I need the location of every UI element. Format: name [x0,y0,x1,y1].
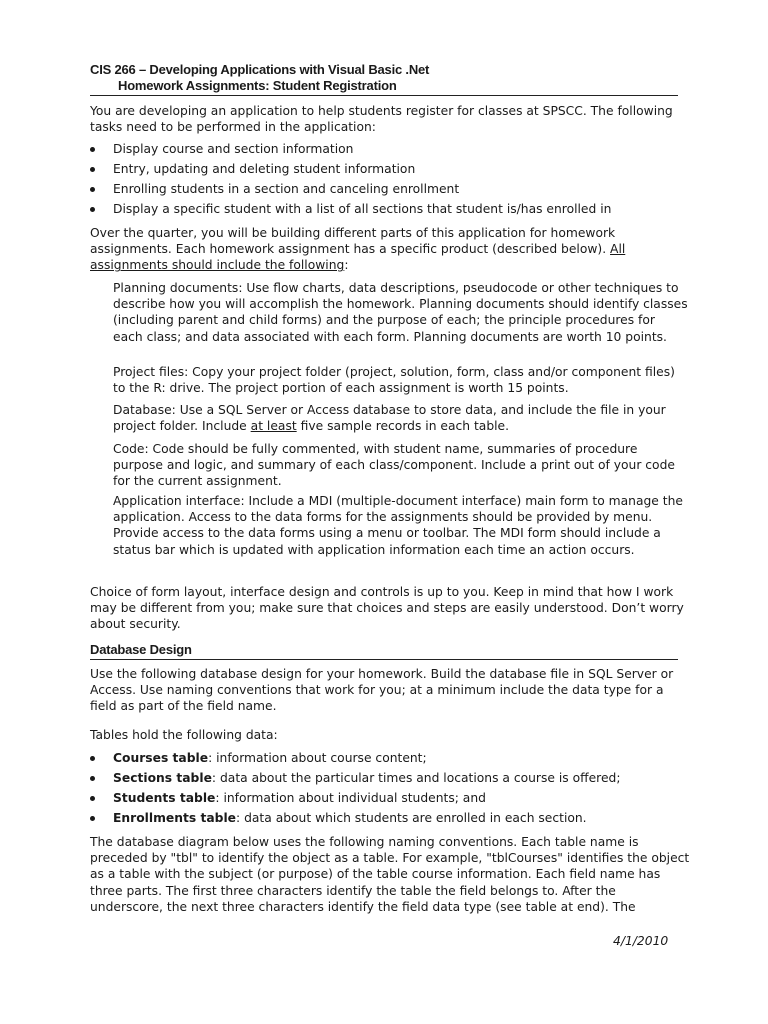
task-list [90,141,690,221]
task-item: Entry, updating and deleting student information [90,161,690,181]
tables-list [90,750,690,830]
choice-paragraph: Choice of form layout, interface design and controls is up to you. Keep in mind that how I work may be different from you; make sure that choices and steps are easily understood. Don’t worry about security. [90,585,684,632]
database-design-heading: Database Design [90,642,192,657]
section-rule [90,659,678,660]
bullet-icon [90,167,95,172]
table-item: Sections table: data about the particular times and locations a course is offered; [90,770,690,790]
document-subtitle: Homework Assignments: Student Registration [118,78,397,93]
task-item: Display course and section information [90,141,690,161]
bullet-icon [90,816,95,821]
bullet-icon [90,756,95,761]
document-title: CIS 266 – Developing Applications with Visual Basic .Net [90,62,430,77]
table-item: Students table: information about individual students; and [90,790,690,810]
task-item: Enrolling students in a section and canceling enrollment [90,181,690,201]
table-item: Enrollments table: data about which students are enrolled in each section. [90,810,690,830]
bullet-icon [90,207,95,212]
footer-date: 4/1/2010 [613,934,669,948]
header-rule [90,95,678,96]
bullet-icon [90,187,95,192]
project-files-requirement: Project files: Copy your project folder (project, solution, form, class and/or component files) to the R: drive. The project portion of each assignment is worth 15 points. [113,365,675,396]
application-interface-requirement: Application interface: Include a MDI (multiple-document interface) main form to manage the application. Access to the data forms for the assignments should be provided by menu. Provide access to the data forms using a menu or toolbar. The MDI form should include a status bar which is updated with application information each time an action occurs. [113,494,683,557]
task-item: Display a specific student with a list of all sections that student is/has enrolled in [90,201,690,221]
bullet-icon [90,147,95,152]
planning-documents-requirement: Planning documents: Use flow charts, data descriptions, pseudocode or other techniques to describe how you will accomplish the homework. Planning documents should identify classes (including parent and child forms) and the purpose of each; the principle procedures for each class; and data associated with each form. Planning documents are worth 10 points. [113,281,688,344]
intro-paragraph: You are developing an application to help students register for classes at SPSCC. The following tasks need to be performed in the application: [90,104,673,135]
database-requirement: Database: Use a SQL Server or Access database to store data, and include the file in your project folder. Include at least five sample records in each table. [113,403,666,434]
code-requirement: Code: Code should be fully commented, with student name, summaries of procedure purpose and logic, and summary of each class/component. Include a print out of your code for the current assignment. [113,442,675,489]
bullet-icon [90,796,95,801]
database-design-intro: Use the following database design for your homework. Build the database file in SQL Server or Access. Use naming conventions that work for you; at a minimum include the data type for a field as part of the field name. [90,667,674,714]
bullet-icon [90,776,95,781]
table-item: Courses table: information about course content; [90,750,690,770]
naming-conventions-paragraph: The database diagram below uses the following naming conventions. Each table name is preceded by "tbl" to identify the object as a table. For example, "tblCourses" identifies the object as a table with the subject (or purpose) of the table course information. Each field name has three parts. The first three characters identify the table the field belongs to. After the underscore, the next three characters identify the field data type (see table at end). The [90,835,690,914]
tables-intro: Tables hold the following data: [90,728,278,742]
overview-paragraph: Over the quarter, you will be building different parts of this application for homework assignments. Each homework assignment has a specific product (described below). All assignments should include the following: [90,226,626,273]
